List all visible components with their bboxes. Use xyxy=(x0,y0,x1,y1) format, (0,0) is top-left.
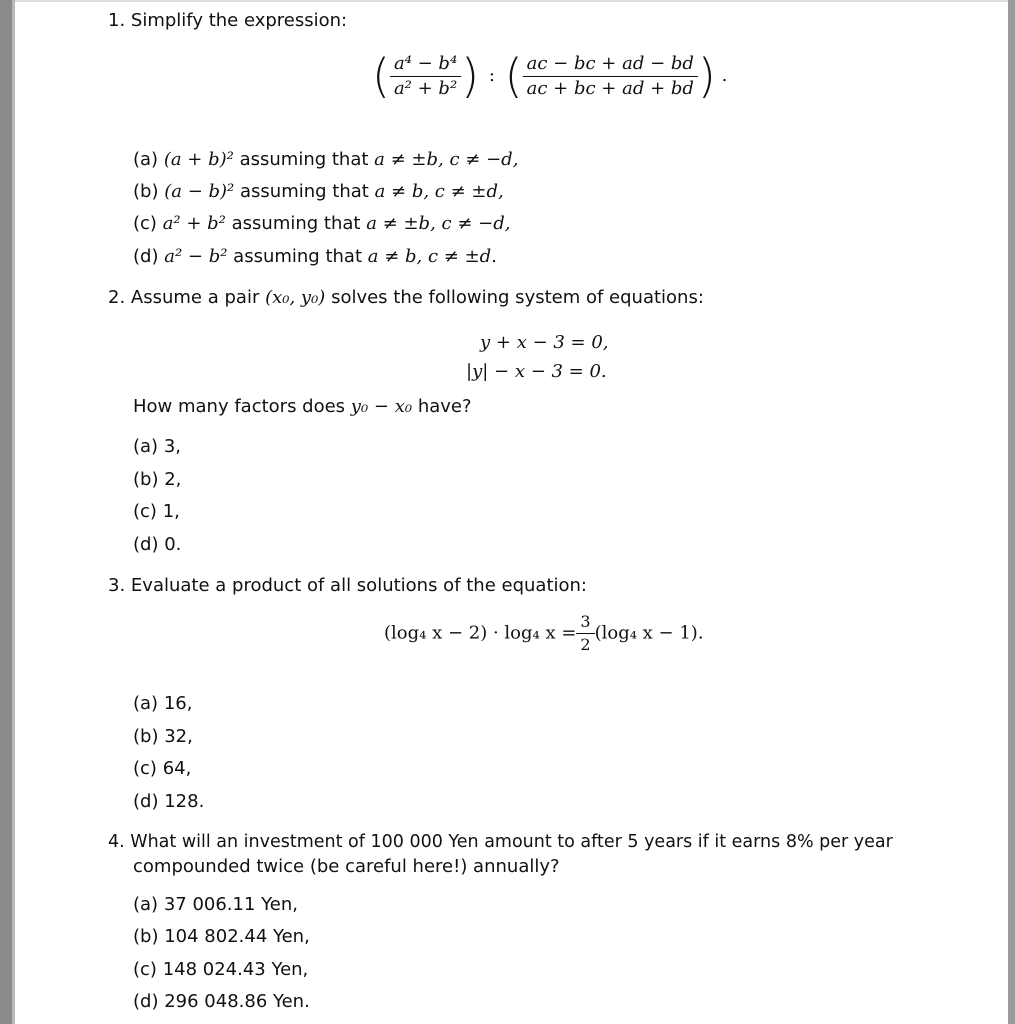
question-2-prompt-b: solves the following system of equations: xyxy=(331,287,704,308)
page-right-border xyxy=(1008,0,1015,1024)
question-4-line-1 xyxy=(108,834,893,852)
paren-open-2: ( xyxy=(504,49,523,103)
option-value: 2, xyxy=(164,469,182,490)
question-1-number: 1. xyxy=(108,10,126,31)
question-1-prompt: Simplify the expression: xyxy=(130,10,348,31)
q4-option-c xyxy=(133,961,308,979)
fraction-2-denominator: ac + bc + ad + bd xyxy=(526,77,694,99)
option-label: (a) xyxy=(133,149,159,170)
q4-option-a xyxy=(133,896,298,914)
option-label: (a) xyxy=(133,894,159,915)
option-label: (c) xyxy=(133,213,157,234)
q3-option-b xyxy=(133,728,193,746)
option-value: 32, xyxy=(164,726,193,747)
option-condition: a ≠ ±b, c ≠ −d, xyxy=(366,213,511,234)
fraction-1-numerator: a⁴ − b⁴ xyxy=(390,55,461,77)
q4-option-b xyxy=(133,928,310,946)
q2-option-c xyxy=(133,503,180,521)
option-label: (d) xyxy=(133,246,159,267)
question-2-question xyxy=(133,398,472,416)
question-3-header xyxy=(108,577,587,595)
question-2-question-b: have? xyxy=(417,396,472,417)
q3-option-a xyxy=(133,695,192,713)
question-3-number: 3. xyxy=(108,575,126,596)
fraction-1-denominator: a² + b² xyxy=(393,77,458,99)
fraction-1 xyxy=(390,52,461,99)
option-condition: a ≠ b, c ≠ ±d. xyxy=(367,246,497,267)
paren-close-1: ) xyxy=(461,49,480,103)
option-condition: a ≠ b, c ≠ ±d, xyxy=(374,181,504,202)
option-label: (a) xyxy=(133,693,159,714)
option-text: assuming that xyxy=(233,246,363,267)
question-2-prompt-a: Assume a pair xyxy=(130,287,260,308)
option-label: (c) xyxy=(133,959,157,980)
option-label: (a) xyxy=(133,436,159,457)
question-2-question-a: How many factors does xyxy=(133,396,346,417)
paren-close-2: ) xyxy=(697,49,716,103)
question-3-equation xyxy=(384,614,704,653)
question-2-header xyxy=(108,289,704,307)
option-value: 16, xyxy=(163,693,193,714)
option-label: (d) xyxy=(133,534,159,555)
option-value: 0. xyxy=(164,534,182,555)
q1-option-d xyxy=(133,248,497,266)
option-label: (b) xyxy=(133,726,159,747)
equation-rhs: (log₄ x − 1). xyxy=(594,622,704,644)
option-value: 64, xyxy=(162,758,192,779)
option-label: (b) xyxy=(133,926,159,947)
option-expression: a² − b² xyxy=(164,246,228,267)
question-1-header xyxy=(108,12,347,30)
option-label: (c) xyxy=(133,501,157,522)
question-1-expression xyxy=(372,49,728,103)
option-expression: a² + b² xyxy=(162,213,226,234)
option-value: 1, xyxy=(162,501,180,522)
option-expression: (a − b)² xyxy=(164,181,235,202)
question-2-question-expr: y₀ − x₀ xyxy=(350,396,413,417)
option-label: (b) xyxy=(133,181,159,202)
q2-option-b xyxy=(133,471,181,489)
page-left-border xyxy=(0,0,12,1024)
question-4-number: 4. xyxy=(108,832,125,852)
division-colon: : xyxy=(488,65,495,86)
option-value: 37 006.11 Yen, xyxy=(163,894,298,915)
question-4-line-2: compounded twice (be careful here!) annually? xyxy=(133,856,560,877)
q2-option-d xyxy=(133,536,181,554)
question-4-text-1: What will an investment of 100 000 Yen amount to after 5 years if it earns 8% per year xyxy=(130,832,893,852)
option-text: assuming that xyxy=(239,149,369,170)
fraction-2 xyxy=(523,52,698,99)
option-condition: a ≠ ±b, c ≠ −d, xyxy=(374,149,519,170)
option-label: (d) xyxy=(133,991,159,1012)
equation-lhs: (log₄ x − 2) · log₄ x = xyxy=(384,622,577,644)
q1-option-b xyxy=(133,183,504,201)
option-text: assuming that xyxy=(231,213,361,234)
q1-option-c xyxy=(133,215,510,233)
option-value: 3, xyxy=(163,436,181,457)
option-label: (b) xyxy=(133,469,159,490)
equation-2: |y| − x − 3 = 0. xyxy=(466,361,607,382)
question-3-prompt: Evaluate a product of all solutions of the equation: xyxy=(130,575,587,596)
option-value: 128. xyxy=(164,791,205,812)
fraction-2-numerator: ac − bc + ad − bd xyxy=(523,55,698,77)
option-value: 104 802.44 Yen, xyxy=(164,926,310,947)
equation-fraction xyxy=(576,614,594,653)
q3-option-d xyxy=(133,793,204,811)
q1-option-a xyxy=(133,151,518,169)
option-expression: (a + b)² xyxy=(163,149,234,170)
option-label: (c) xyxy=(133,758,157,779)
page-top-border xyxy=(15,0,1008,2)
fraction-denominator: 2 xyxy=(580,635,591,654)
q3-option-c xyxy=(133,760,191,778)
equation-1: y + x − 3 = 0, xyxy=(480,332,609,353)
question-2-pair: (x₀, y₀) xyxy=(265,287,326,308)
q2-option-a xyxy=(133,438,181,456)
q4-option-d xyxy=(133,993,310,1011)
question-2-number: 2. xyxy=(108,287,126,308)
option-value: 148 024.43 Yen, xyxy=(162,959,309,980)
expression-period: . xyxy=(721,65,728,86)
option-label: (d) xyxy=(133,791,159,812)
paren-open-1: ( xyxy=(372,49,390,103)
option-text: assuming that xyxy=(240,181,369,202)
page-left-shadow xyxy=(12,0,15,1024)
option-value: 296 048.86 Yen. xyxy=(164,991,310,1012)
fraction-numerator: 3 xyxy=(576,614,594,634)
